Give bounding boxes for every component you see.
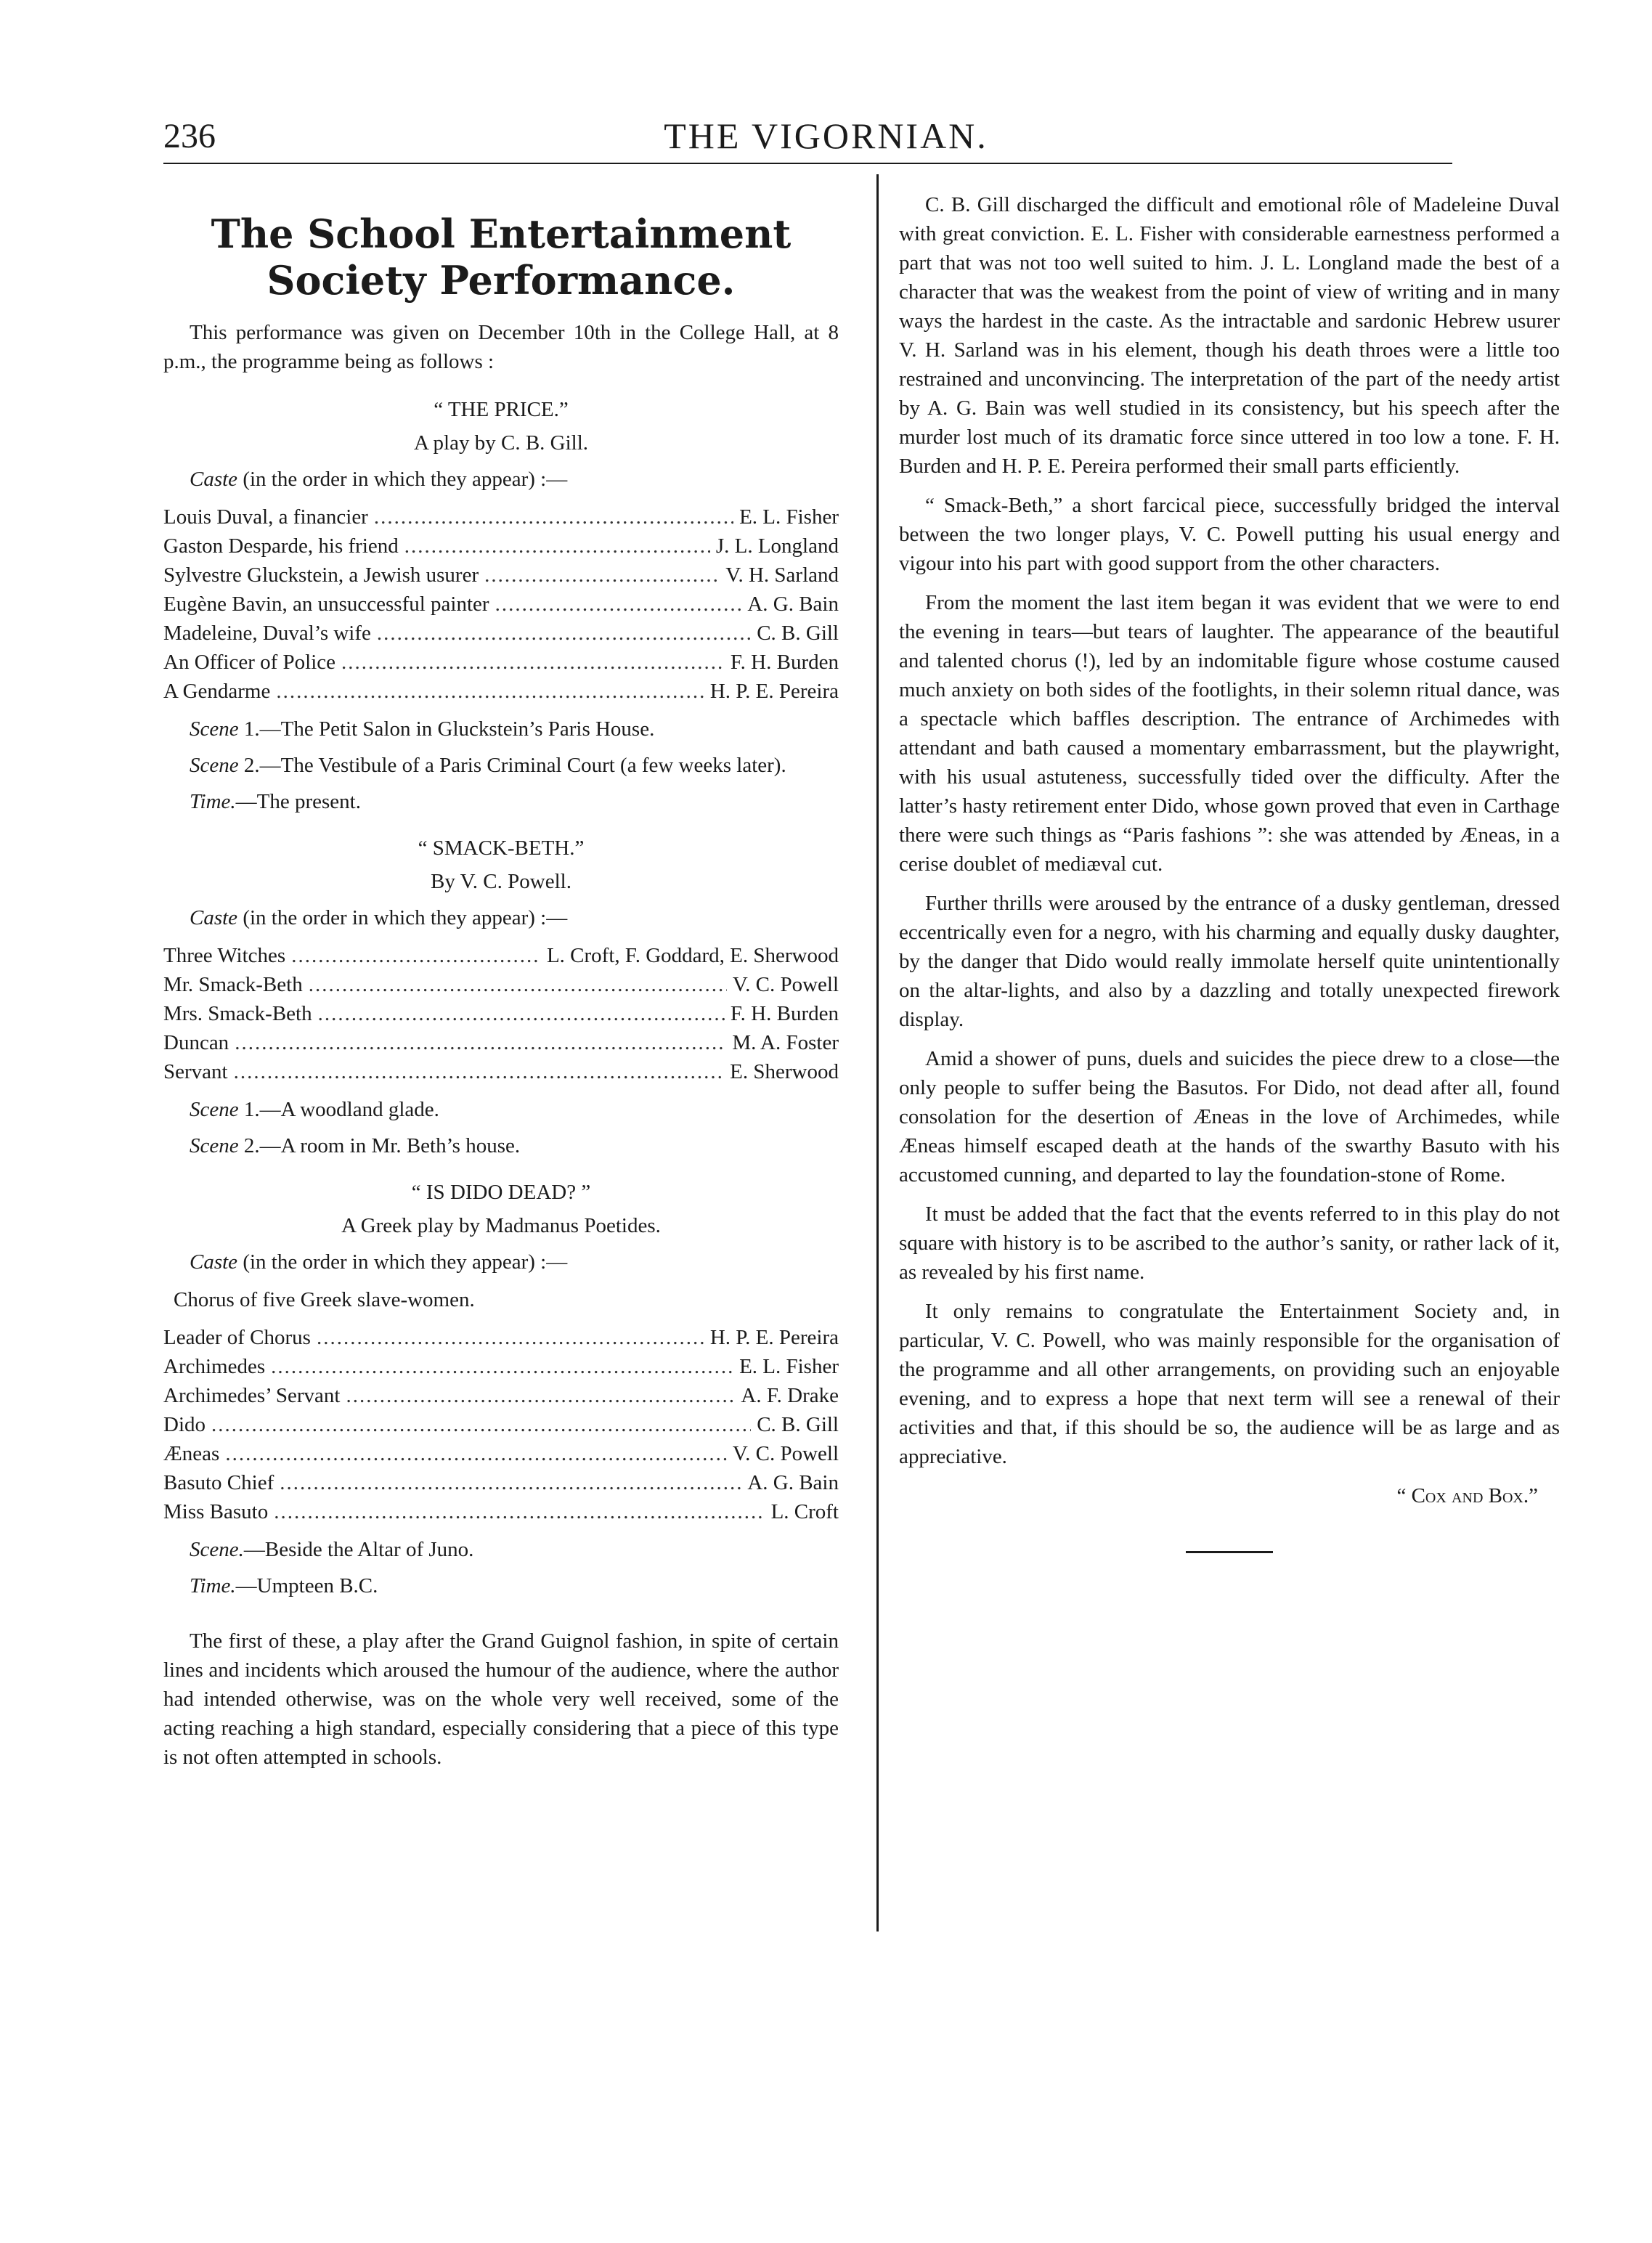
review-paragraph: Amid a shower of puns, duels and suicides the piece drew to a close—the only people to suffer being the Basutos. For Dido, not dead after all, found consolation for the desertion of Æneas in the love of Archimedes, while Æneas himself escaped death at the hands of the swarthy Basuto with his accustomed cunning, and departed to lay the foundation-stone of Rome. [899,1047,1560,1186]
page-header [0,0,1652,174]
leader-dots [341,648,725,677]
play-author: A play by C. B. Gill. [413,431,589,455]
cast-actor: E. Sherwood [730,1060,839,1083]
caste-label: Caste [190,1250,238,1274]
play-author: A Greek play by Madmanus Poetides. [341,1214,661,1237]
cast-row [163,590,839,619]
cast-actor: E. L. Fisher [739,1355,839,1378]
cast-role: Duncan [163,1031,229,1054]
cast-row [163,532,839,561]
cast-row [163,1410,839,1439]
review-paragraph: From the moment the last item began it was evident that we were to end the evening in tears—but tears of laughter. The appearance of the beautiful and talented chorus (!), led by an indomitable figure whose costume caused much anxiety on both sides of the footlights, in their solemn ritual dance, was a spectacle which baffles description. The entrance of Archimedes with attendant and bath caused a momentary embarrassment, but the playwright, with his usual astuteness, successfully tided over the difficulty. After the latter’s hasty retirement enter Dido, whose gown proved that even in Carthage there were such things as “Paris fashions ”: she was attended by Æneas, in a cerise doublet of mediæval cut. [899,591,1560,876]
scene-line [190,751,839,780]
leader-dots [377,619,751,648]
leader-dots [274,1497,765,1526]
cast-actor: L. Croft [770,1500,839,1523]
cast-role: Servant [163,1060,228,1083]
cast-row [163,941,839,970]
cast-role: Mrs. Smack-Beth [163,1002,312,1025]
scene-text: 1.—A woodland glade. [238,1098,439,1121]
scene-line [190,715,839,744]
caste-label: Caste [190,468,238,491]
end-rule [1186,1551,1273,1553]
cast-row [163,648,839,677]
scene-text: 2.—A room in Mr. Beth’s house. [238,1134,521,1157]
cast-actor: H. P. E. Pereira [709,680,839,703]
cast-role: An Officer of Police [163,651,336,674]
cast-actor: A. F. Drake [741,1384,839,1407]
page-number: 236 [163,117,216,155]
scene-label: Scene [190,1098,239,1121]
scene-text: —Umpteen B.C. [235,1574,378,1597]
leader-dots [211,1410,751,1439]
cast-role: Madeleine, Duval’s wife [163,622,371,645]
scene-line [190,1535,839,1564]
cast-row [163,1439,839,1468]
leader-dots [404,532,710,561]
article-title: The School Entertainment Society Performance. [211,211,792,304]
cast-actor: V. H. Sarland [725,563,839,587]
cast-row [163,970,839,999]
article-intro: This performance was given on December 10th in the College Hall, at 8 p.m., the programme being as follows : [163,321,839,373]
signature: “ Cox and Box.” [1396,1484,1538,1507]
scene-label: Scene [190,717,239,741]
cast-role: Æneas [163,1442,220,1465]
scene-label: Time. [190,1574,236,1597]
play-is-dido-dead [163,1178,839,1600]
cast-row [163,1028,839,1057]
leader-dots [495,590,742,619]
journal-title: THE VIGORNIAN. [664,115,988,156]
review-paragraph: C. B. Gill discharged the difficult and emotional rôle of Madeleine Duval with great conviction. E. L. Fisher with considerable earnestness performed a part that was not too well suited to him. J. L. Longland made the best of a character that was the weakest from the point of view of writing and in many ways the hardest in the caste. As the intractable and sardonic Hebrew usurer V. H. Sarland was in his element, though his death throes were a little too restrained and unconvincing. The interpretation of the part of the needy artist by A. G. Bain was well studied in its consistency, but his speech after the murder lost much of its dramatic force since uttered in too low a tone. F. H. Burden and H. P. E. Pereira performed their small parts efficiently. [899,193,1560,478]
leader-dots [346,1381,735,1410]
scene-text: —Beside the Altar of Juno. [243,1538,474,1561]
scene-label: Scene. [190,1538,244,1561]
caste-note [190,465,839,494]
cast-role: Three Witches [163,944,286,967]
scene-label: Scene [190,754,239,777]
leader-dots [271,1352,733,1381]
cast-role: Miss Basuto [163,1500,269,1523]
cast-row [163,1057,839,1086]
scene-text: 1.—The Petit Salon in Gluckstein’s Paris House. [238,717,655,741]
review-paragraph: “ Smack-Beth,” a short farcical piece, successfully bridged the interval between the two longer plays, V. C. Powell putting his usual energy and vigour into his part with good support from the other characters. [899,494,1560,575]
leader-dots [225,1439,727,1468]
leader-dots [291,941,541,970]
left-column [163,190,839,1782]
cast-actor: C. B. Gill [757,1413,839,1436]
play-the-price [163,395,839,816]
cast-row [163,502,839,532]
caste-note [190,1247,839,1277]
caste-text: (in the order in which they appear) :— [243,1250,568,1274]
cast-row [163,1381,839,1410]
leader-dots [280,1468,741,1497]
cast-list [163,502,839,706]
cast-row [163,619,839,648]
cast-row [163,1352,839,1381]
cast-actor: V. C. Powell [732,973,839,996]
caste-text: (in the order in which they appear) :— [243,468,568,491]
scene-text: —The present. [235,790,361,813]
leader-dots [234,1057,725,1086]
cast-actor: E. L. Fisher [739,505,839,529]
cast-actor: H. P. E. Pereira [709,1326,839,1349]
cast-role: Archimedes’ Servant [163,1384,341,1407]
cast-role: Leader of Chorus [163,1326,311,1349]
cast-actor: J. L. Longland [715,534,839,558]
header-rule [163,163,1452,164]
scene-line [190,1571,839,1600]
cast-role: Sylvestre Gluckstein, a Jewish usurer [163,563,479,587]
leader-dots [317,1323,704,1352]
cast-actor: M. A. Foster [732,1031,839,1054]
chorus-line: Chorus of five Greek slave-women. [174,1288,475,1311]
caste-note [190,903,839,932]
scene-line [190,787,839,816]
cast-actor: L. Croft, F. Goddard, E. Sherwood [546,944,839,967]
cast-actor: F. H. Burden [730,651,839,674]
leader-dots [276,677,704,706]
cast-row [163,999,839,1028]
play-title: “ THE PRICE.” [434,398,569,421]
cast-list [163,941,839,1086]
review-paragraph: The first of these, a play after the Grand Guignol fashion, in spite of certain lines and incidents which aroused the humour of the audience, where the author had intended otherwise, was on the whole very well received, some of the acting reaching a high standard, especially considering that a piece of this type is not often attempted in schools. [163,1629,839,1769]
cast-actor: V. C. Powell [732,1442,839,1465]
cast-role: Dido [163,1413,206,1436]
cast-actor: C. B. Gill [757,622,839,645]
play-smack-beth [163,834,839,1160]
caste-label: Caste [190,906,238,929]
cast-role: Eugène Bavin, an unsuccessful painter [163,593,489,616]
cast-role: Basuto Chief [163,1471,274,1494]
cast-role: Archimedes [163,1355,266,1378]
scene-text: 2.—The Vestibule of a Paris Criminal Court (a few weeks later). [238,754,786,777]
leader-dots [235,1028,726,1057]
scene-line [190,1095,839,1124]
cast-role: Gaston Desparde, his friend [163,534,399,558]
leader-dots [318,999,725,1028]
review-paragraph: It must be added that the fact that the events referred to in this play do not square with history is to be ascribed to the author’s sanity, or rather lack of it, as revealed by his first name. [899,1202,1560,1284]
play-title: “ IS DIDO DEAD? ” [411,1181,591,1204]
cast-row [163,1468,839,1497]
leader-dots [309,970,727,999]
leader-dots [484,561,720,590]
cast-role: A Gendarme [163,680,271,703]
review-paragraph: It only remains to congratulate the Entertainment Society and, in particular, V. C. Powell, who was mainly responsible for the organisation of the programme and all other arrangements, on providing such an enjoyable evening, and to express a hope that next term will see a renewal of their activities and that, if this should be so, the audience will be as large and as appreciative. [899,1300,1560,1468]
review-paragraph: Further thrills were aroused by the entrance of a dusky gentleman, dressed eccentrically even for a negro, with his charming and equally dusky daughter, by the danger that Dido would really immolate herself quite unintentionally on the altar-lights, and also by a dazzling and totally unexpected firework display. [899,892,1560,1031]
cast-row [163,677,839,706]
cast-actor: A. G. Bain [747,593,839,616]
cast-row [163,1323,839,1352]
cast-role: Louis Duval, a financier [163,505,368,529]
scene-label: Time. [190,790,236,813]
leader-dots [374,502,733,532]
column-divider [876,174,879,1931]
cast-actor: A. G. Bain [747,1471,839,1494]
cast-row [163,1497,839,1526]
cast-list [163,1323,839,1526]
cast-role: Mr. Smack-Beth [163,973,303,996]
play-title: “ SMACK-BETH.” [418,836,585,860]
cast-row [163,561,839,590]
play-author: By V. C. Powell. [431,870,571,893]
caste-text: (in the order in which they appear) :— [243,906,568,929]
cast-actor: F. H. Burden [730,1002,839,1025]
right-column [899,190,1560,1553]
scene-label: Scene [190,1134,239,1157]
scene-line [190,1131,839,1160]
